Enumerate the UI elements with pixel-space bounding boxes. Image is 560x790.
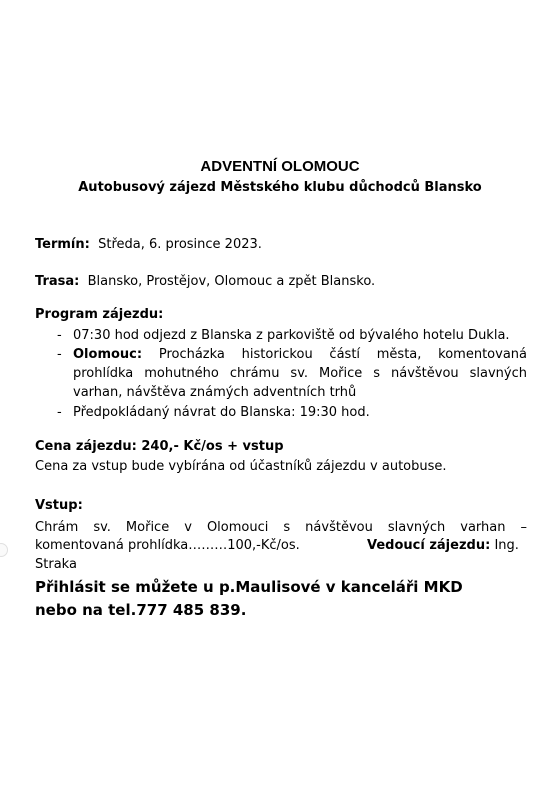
program-item xyxy=(57,345,527,402)
list-dash: - xyxy=(57,328,62,343)
termin-value: Středa, 6. prosince 2023. xyxy=(98,237,262,252)
leader-block xyxy=(367,538,519,553)
program-item xyxy=(57,403,527,422)
trasa-label: Trasa: xyxy=(35,274,80,289)
signup-line-2: nebo na tel.777 485 839. xyxy=(35,601,247,619)
document-title: ADVENTNÍ OLOMOUC xyxy=(200,158,360,175)
program-item-2-text xyxy=(73,345,527,402)
vstup-line-2 xyxy=(35,538,527,553)
document-subtitle: Autobusový zájezd Městského klubu důchodců Blansko xyxy=(78,180,482,195)
program-item-2-body: Procházka historickou částí města, komentovaná prohlídka mohutného chrámu sv. Mořice s návštěvou slavných varhan, návštěva známých adventních trhů xyxy=(73,347,527,400)
leader-name-title: Ing. xyxy=(494,538,519,553)
program-item-2-label: Olomouc: xyxy=(73,347,143,362)
trasa-value: Blansko, Prostějov, Olomouc a zpět Blansko. xyxy=(87,274,376,289)
scroll-edge-handle[interactable] xyxy=(0,543,8,557)
vstup-heading: Vstup: xyxy=(35,498,83,513)
program-item-1-text: 07:30 hod odjezd z Blanska z parkoviště od bývalého hotelu Dukla. xyxy=(73,328,510,343)
list-dash: - xyxy=(57,405,62,420)
program-item xyxy=(57,326,527,345)
signup-line-1: Přihlásit se můžete u p.Maulisové v kanceláři MKD xyxy=(35,578,463,596)
vstup-line-1: Chrám sv. Mořice v Olomouci s návštěvou slavných varhan – xyxy=(35,520,527,535)
program-heading: Program zájezdu: xyxy=(35,307,164,322)
termin-label: Termín: xyxy=(35,237,90,252)
vstup-price-text: komentovaná prohlídka………100,-Kč/os. xyxy=(35,538,300,553)
cena-heading: Cena zájezdu: 240,- Kč/os + vstup xyxy=(35,439,284,454)
cena-note: Cena za vstup bude vybírána od účastníků zájezdu v autobuse. xyxy=(35,459,447,474)
leader-label: Vedoucí zájezdu: xyxy=(367,538,491,553)
termin-line xyxy=(35,237,262,252)
program-item-3-text: Předpokládaný návrat do Blanska: 19:30 hod. xyxy=(73,405,370,420)
list-dash: - xyxy=(57,347,62,362)
leader-name: Straka xyxy=(35,557,77,572)
trasa-line xyxy=(35,274,375,289)
